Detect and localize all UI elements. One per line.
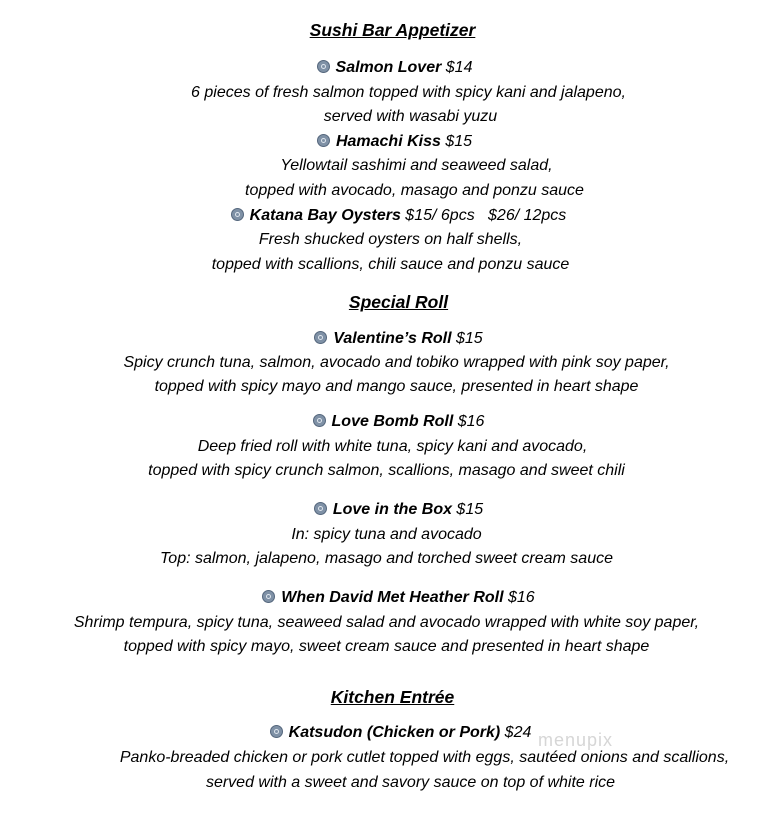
item-description: Spicy crunch tuna, salmon, avocado and tobiko wrapped with pink soy paper, (123, 354, 670, 371)
item-description: Fresh shucked oysters on half shells, (258, 231, 523, 248)
item-description: Shrimp tempura, spicy tuna, seaweed salad and avocado wrapped with white soy paper, (73, 614, 700, 631)
menu-item-title (14, 329, 769, 349)
item-description: Deep fried roll with white tuna, spicy kani and avocado, (197, 438, 588, 455)
item-description: served with wasabi yuzu (323, 108, 498, 125)
item-description: Panko-breaded chicken or pork cutlet topped with eggs, sautéed onions and scallions, (119, 749, 730, 766)
watermark: menupix (538, 730, 614, 750)
item-price: $16 (453, 413, 485, 430)
menu-bullet-icon (270, 725, 283, 738)
menu-bullet-icon (262, 590, 275, 603)
menu-bullet-icon (231, 208, 244, 221)
menu-item-title (10, 132, 769, 152)
section-heading-appetizer: Sushi Bar Appetizer (309, 20, 476, 40)
item-name: Hamachi Kiss (335, 133, 441, 150)
item-price: $14 (441, 59, 473, 76)
item-price: $24 (500, 724, 532, 741)
item-description: topped with avocado, masago and ponzu sauce (245, 182, 584, 199)
item-description: topped with spicy mayo and mango sauce, presented in heart shape (154, 378, 639, 395)
item-name: Katsudon (Chicken or Pork) (288, 724, 501, 741)
menu-item-title (16, 723, 769, 743)
item-description: Yellowtail sashimi and seaweed salad, (280, 157, 553, 174)
menu-bullet-icon (314, 502, 327, 515)
item-description: In: spicy tuna and avocado (291, 526, 482, 543)
item-price: $15/ 6pcs $26/ 12pcs (400, 207, 567, 224)
item-name: Katana Bay Oysters (249, 207, 401, 224)
item-name: Love in the Box (332, 501, 452, 518)
item-description: topped with spicy mayo, sweet cream sauce and presented in heart shape (123, 638, 650, 655)
section-heading-kitchen: Kitchen Entrée (330, 687, 455, 707)
item-price: $15 (451, 330, 483, 347)
item-price: $16 (503, 589, 535, 606)
item-description: topped with spicy crunch salmon, scallions, masago and sweet chili (148, 462, 625, 479)
item-name: Salmon Lover (335, 59, 442, 76)
menu-item-title (14, 206, 769, 226)
item-description: served with a sweet and savory sauce on top of white rice (205, 774, 616, 791)
item-price: $15 (451, 501, 484, 518)
menu-item-title (14, 588, 769, 608)
menu-bullet-icon (313, 414, 326, 427)
item-name: Valentine’s Roll (333, 330, 452, 347)
item-name: Love Bomb Roll (331, 413, 454, 430)
item-description: Top: salmon, jalapeno, masago and torched sweet cream sauce (159, 550, 613, 567)
menu-bullet-icon (317, 134, 330, 147)
item-name: When David Met Heather Roll (281, 589, 504, 606)
item-price: $15 (440, 133, 473, 150)
menu-item-title (14, 412, 769, 432)
menu-item-title (10, 58, 769, 78)
item-description: 6 pieces of fresh salmon topped with spicy kani and jalapeno, (191, 84, 626, 101)
item-description: topped with scallions, chili sauce and ponzu sauce (211, 256, 570, 273)
section-heading-special-roll: Special Roll (348, 292, 449, 312)
menu-bullet-icon (317, 60, 330, 73)
menu-item-title (14, 500, 769, 520)
menu-bullet-icon (314, 331, 327, 344)
